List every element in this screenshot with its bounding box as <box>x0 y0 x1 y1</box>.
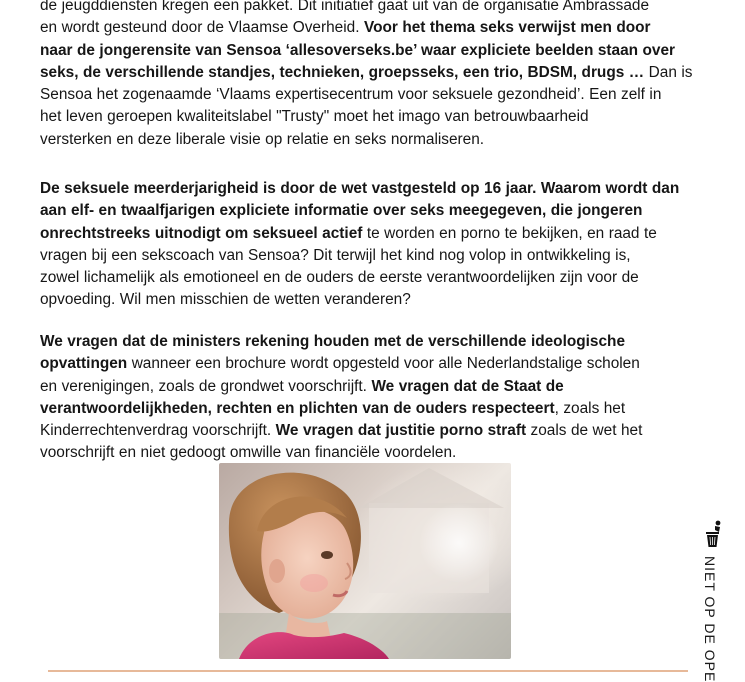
p2-line-1: De seksuele meerderjarigheid is door de wet vastgesteld op 16 jaar. Waarom wordt dan <box>40 180 680 197</box>
p3-line-3a: en verenigingen, zoals de grondwet voorschrijft. <box>40 377 372 395</box>
p3-line-2b: wanneer een brochure wordt opgesteld voor alle Nederlandstalige scholen <box>127 355 640 373</box>
p3-line-5b: We vragen dat justitie porno straft <box>275 422 527 440</box>
child-illustration <box>219 463 511 659</box>
p3-line-5a: Kinderrechtenverdrag voorschrijft. <box>40 422 276 440</box>
footer-divider <box>48 670 688 672</box>
p3-line-4a: verantwoordelijkheden, rechten en plichten van de ouders respecteert <box>40 399 555 417</box>
p2-line-3a: onrechtstreeks uitnodigt om seksueel actief <box>40 224 363 242</box>
p3-line-4b: , zoals het <box>554 399 626 417</box>
p2-line-6: opvoeding. Wil men misschien de wetten veranderen? <box>40 291 411 309</box>
p1-line-7: versterken en deze liberale visie op relatie en seks normaliseren. <box>40 130 485 148</box>
p1-line-2b: Voor het thema seks verwijst men door <box>363 19 651 37</box>
p1-line-1: de jeugddiensten kregen een pakket. Dit initiatief gaat uit van de organisatie Ambrassade <box>40 0 650 14</box>
side-notice-text: NIET OP DE OPE <box>702 556 718 682</box>
p2-line-4: vragen bij een sekscoach van Sensoa? Dit terwijl het kind nog volop in ontwikkeling is, <box>40 246 631 264</box>
p1-line-2a: en wordt gesteund door de Vlaamse Overheid. <box>40 19 364 37</box>
p3-line-1: We vragen dat de ministers rekening houden met de verschillende ideologische <box>40 333 626 350</box>
side-notice <box>700 520 730 682</box>
p2-line-5: zowel lichamelijk als emotioneel en de ouders de eerste verantwoordelijken zijn voor de <box>40 269 639 287</box>
trash-bin-person-icon <box>703 520 725 548</box>
child-photo <box>219 463 511 659</box>
p1-line-4b: Dan is <box>644 63 693 81</box>
p3-line-2a: opvattingen <box>40 355 128 373</box>
p1-line-5: Sensoa het zogenaamde ‘Vlaams expertisecentrum voor seksuele gezondheid’. Een zelf in <box>40 86 662 104</box>
paragraph-1 <box>40 0 705 151</box>
p3-line-3b: We vragen dat de Staat de <box>371 377 564 395</box>
paragraph-3 <box>40 331 705 465</box>
paragraph-2 <box>40 178 705 312</box>
p2-line-2: aan elf- en twaalfjarigen expliciete informatie over seks meegegeven, die jongeren <box>40 202 643 220</box>
p3-line-5c: zoals de wet het <box>526 422 643 440</box>
p1-line-3: naar de jongerensite van Sensoa ‘allesoverseks.be’ waar expliciete beelden staan over <box>40 41 676 59</box>
p1-line-4: seks, de verschillende standjes, technieken, groepsseks, een trio, BDSM, drugs … <box>40 63 645 81</box>
p1-line-6: het leven geroepen kwaliteitslabel "Trusty" moet het imago van betrouwbaarheid <box>40 108 589 126</box>
p2-line-3b: te worden en porno te bekijken, en raad te <box>362 224 657 242</box>
p3-line-6: voorschrijft en niet gedoogt omwille van financiële voordelen. <box>40 444 457 462</box>
